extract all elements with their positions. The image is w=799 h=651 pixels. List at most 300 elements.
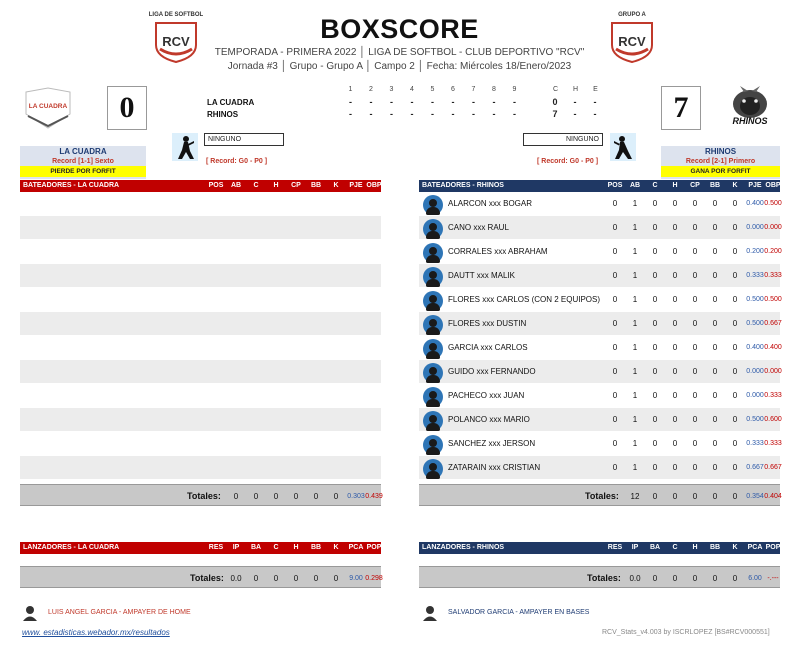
inning-number: 7 — [471, 86, 476, 93]
table-row — [20, 192, 381, 216]
table-row[interactable] — [419, 432, 780, 456]
table-row — [20, 288, 381, 312]
totals-label: Totales: — [587, 573, 621, 583]
inning-score: - — [513, 109, 516, 119]
player-avatar-icon — [423, 315, 443, 335]
total-cell: 0 — [692, 574, 698, 583]
linescore-team-home: LA CUADRA — [207, 98, 255, 107]
stat-cell: 0 — [672, 439, 678, 448]
pitching-column-header: IP — [631, 544, 639, 551]
total-obp-cell: 0.298 — [365, 575, 383, 582]
pitching-column-header: PCA — [348, 544, 364, 551]
batting-column-header: POS — [607, 182, 623, 189]
pje-cell: 0.000 — [746, 392, 764, 399]
player-avatar-icon — [423, 339, 443, 359]
rhe-value: 7 — [552, 109, 558, 119]
batting-column-header: PJE — [349, 182, 363, 189]
stat-cell: 0 — [652, 367, 658, 376]
inning-score: - — [513, 97, 516, 107]
away-batting-totals — [419, 484, 780, 506]
home-result-badge: PIERDE POR FORFIT — [20, 166, 146, 177]
stat-cell: 0 — [712, 415, 718, 424]
table-row — [20, 384, 381, 408]
batting-column-header: OBP — [765, 182, 781, 189]
stat-cell: 0 — [612, 319, 618, 328]
stat-cell: 1 — [632, 199, 638, 208]
away-pitcher-record: [ Record: G0 - P0 ] — [537, 158, 599, 165]
stat-cell: 0 — [612, 439, 618, 448]
umpire-icon — [422, 605, 438, 621]
player-name: FLORES xxx CARLOS (CON 2 EQUIPOS) — [448, 295, 601, 304]
table-row — [20, 240, 381, 264]
total-cell: 0 — [652, 574, 658, 583]
away-batting-rows — [419, 192, 780, 480]
total-cell: 0 — [253, 574, 259, 583]
batting-column-header: AB — [629, 182, 641, 189]
inning-number: 3 — [389, 86, 394, 93]
stat-cell: 0 — [612, 343, 618, 352]
batting-column-header: CP — [291, 182, 301, 189]
inning-score: - — [390, 109, 393, 119]
inning-number: 8 — [492, 86, 496, 93]
stat-cell: 0 — [732, 295, 738, 304]
umpire-icon — [22, 605, 38, 621]
stat-cell: 1 — [632, 223, 638, 232]
stat-cell: 0 — [652, 415, 658, 424]
stat-cell: 0 — [692, 367, 698, 376]
home-team-record: Record [1-1] Sexto — [52, 158, 114, 165]
rhe-value: - — [573, 97, 577, 107]
stat-cell: 0 — [692, 439, 698, 448]
stat-cell: 0 — [712, 343, 718, 352]
obp-cell: 0.500 — [764, 296, 782, 303]
league-logo-caption: LIGA DE SOFTBOL — [148, 12, 204, 18]
player-name: GARCIA xxx CARLOS — [448, 343, 528, 352]
stat-cell: 0 — [712, 295, 718, 304]
page-title: BOXSCORE — [320, 14, 479, 44]
total-cell: 0 — [273, 492, 279, 501]
player-avatar-icon — [423, 435, 443, 455]
stat-cell: 1 — [632, 319, 638, 328]
table-row — [20, 336, 381, 360]
inning-score: - — [410, 109, 414, 119]
pitching-column-header: BB — [709, 544, 721, 551]
home-batting-table — [20, 180, 381, 506]
total-cell: 0 — [293, 492, 299, 501]
stat-cell: 0 — [652, 271, 658, 280]
pje-cell: 0.200 — [746, 248, 764, 255]
stat-cell: 0 — [672, 319, 678, 328]
pitching-column-header: PCA — [747, 544, 763, 551]
player-name: FLORES xxx DUSTIN — [448, 319, 527, 328]
stat-cell: 0 — [732, 271, 738, 280]
batting-column-header: K — [732, 182, 738, 189]
totals-label: Totales: — [187, 491, 221, 501]
pje-cell: 0.667 — [746, 464, 764, 471]
inning-score: - — [472, 109, 475, 119]
base-umpire: SALVADOR GARCIA - AMPAYER EN BASES — [448, 609, 590, 616]
inning-score: - — [431, 109, 434, 119]
away-pitcher-field[interactable]: NINGUNO — [523, 133, 603, 146]
inning-score: - — [349, 109, 352, 119]
inning-number: 4 — [410, 86, 414, 93]
stat-cell: 1 — [632, 439, 638, 448]
stat-cell: 0 — [712, 271, 718, 280]
batting-column-header: C — [652, 182, 658, 189]
stat-cell: 0 — [712, 223, 718, 232]
stat-cell: 0 — [732, 223, 738, 232]
home-pitching-totals — [20, 566, 381, 588]
away-pitching-table — [419, 542, 780, 588]
stat-cell: 0 — [732, 199, 738, 208]
stat-cell: 0 — [732, 415, 738, 424]
total-cell: 12 — [630, 492, 640, 501]
player-avatar-icon — [423, 291, 443, 311]
batting-column-header: POS — [208, 182, 224, 189]
stat-cell: 0 — [712, 439, 718, 448]
away-team-logo — [722, 86, 778, 130]
stat-cell: 0 — [672, 247, 678, 256]
stat-cell: 0 — [652, 295, 658, 304]
stat-cell: 0 — [612, 415, 618, 424]
pitcher-icon — [172, 133, 198, 161]
total-cell: 0 — [712, 492, 718, 501]
inning-score: - — [492, 97, 496, 107]
stat-cell: 0 — [672, 271, 678, 280]
stat-cell: 0 — [712, 367, 718, 376]
stat-cell: 0 — [692, 319, 698, 328]
total-cell: 0 — [253, 492, 259, 501]
stat-cell: 1 — [632, 463, 638, 472]
player-avatar-icon — [423, 195, 443, 215]
pje-cell: 0.500 — [746, 296, 764, 303]
table-row[interactable] — [419, 264, 780, 288]
stat-cell: 0 — [672, 463, 678, 472]
away-score: 7 — [661, 86, 701, 130]
pje-cell: 0.500 — [746, 416, 764, 423]
batting-column-header: OBP — [366, 182, 382, 189]
pje-cell: 0.400 — [746, 344, 764, 351]
table-row[interactable] — [419, 216, 780, 240]
player-name: ALARCON xxx BOGAR — [448, 199, 533, 208]
inning-number: 2 — [369, 86, 373, 93]
pitching-column-header: BA — [649, 544, 661, 551]
table-row[interactable] — [419, 360, 780, 384]
inning-score: - — [390, 97, 393, 107]
stat-cell: 0 — [612, 199, 618, 208]
stat-cell: 0 — [612, 391, 618, 400]
table-row — [20, 264, 381, 288]
total-cell: 0.0 — [629, 574, 641, 583]
table-row[interactable] — [419, 192, 780, 216]
obp-cell: 0.333 — [764, 392, 782, 399]
home-pitcher-record: [ Record: G0 - P0 ] — [206, 158, 268, 165]
total-avg-cell: 9.00 — [349, 575, 363, 582]
away-team-name: RHINOS — [704, 147, 737, 156]
player-name: CORRALES xxx ABRAHAM — [448, 247, 548, 256]
stat-cell: 0 — [692, 343, 698, 352]
total-cell: 0 — [692, 492, 698, 501]
player-avatar-icon — [423, 243, 443, 263]
pitching-column-header: POP — [765, 544, 781, 551]
pje-cell: 0.333 — [746, 440, 764, 447]
stat-cell: 0 — [712, 391, 718, 400]
table-row[interactable] — [419, 384, 780, 408]
table-row — [20, 456, 381, 480]
stat-cell: 0 — [692, 271, 698, 280]
inning-number: 5 — [430, 86, 435, 93]
pitching-column-header: H — [293, 544, 299, 551]
stat-cell: 0 — [612, 271, 618, 280]
total-cell: 0 — [333, 492, 339, 501]
home-batting-header — [20, 180, 381, 192]
pitching-column-header: BA — [250, 544, 262, 551]
stat-cell: 0 — [652, 319, 658, 328]
inning-score: - — [349, 97, 352, 107]
away-batting-title: BATEADORES - RHINOS — [422, 182, 504, 189]
stat-cell: 0 — [672, 343, 678, 352]
table-row — [20, 360, 381, 384]
stat-cell: 0 — [732, 367, 738, 376]
stat-cell: 1 — [632, 391, 638, 400]
total-obp-cell: 0.404 — [764, 493, 782, 500]
player-avatar-icon — [423, 459, 443, 479]
pitching-column-header: RES — [208, 544, 224, 551]
pje-cell: 0.000 — [746, 368, 764, 375]
batting-column-header: H — [273, 182, 279, 189]
stat-cell: 1 — [632, 367, 638, 376]
inning-number: 6 — [451, 86, 455, 93]
stat-cell: 0 — [732, 247, 738, 256]
obp-cell: 0.600 — [764, 416, 782, 423]
stat-cell: 0 — [612, 295, 618, 304]
pitcher-icon — [610, 133, 636, 161]
stat-cell: 0 — [692, 295, 698, 304]
table-row[interactable] — [419, 456, 780, 480]
obp-cell: 0.500 — [764, 200, 782, 207]
total-avg-cell: 0.354 — [746, 493, 764, 500]
batting-column-header: BB — [709, 182, 721, 189]
total-cell: 0 — [652, 492, 658, 501]
stat-cell: 0 — [672, 415, 678, 424]
away-team-panel — [661, 146, 780, 179]
total-cell: 0 — [732, 574, 738, 583]
stat-cell: 1 — [632, 271, 638, 280]
total-cell: 0.0 — [230, 574, 242, 583]
rhino-icon — [722, 86, 778, 120]
inning-score: - — [369, 97, 373, 107]
total-avg-cell: 0.303 — [347, 493, 365, 500]
away-pitcher-avatar — [610, 133, 636, 161]
stat-cell: 0 — [652, 463, 658, 472]
season-line: TEMPORADA - PRIMERA 2022 │ LIGA DE SOFTBOL - CLUB DEPORTIVO "RCV" — [214, 47, 585, 58]
stat-cell: 0 — [732, 343, 738, 352]
group-logo-text: RCV — [618, 34, 646, 49]
batting-column-header: C — [253, 182, 259, 189]
pitching-column-header: C — [273, 544, 279, 551]
home-logo-text: LA CUADRA — [28, 103, 68, 110]
table-row[interactable] — [419, 336, 780, 360]
table-row — [20, 216, 381, 240]
stat-cell: 0 — [612, 223, 618, 232]
stat-cell: 0 — [712, 463, 718, 472]
home-batting-totals — [20, 484, 381, 506]
results-link[interactable]: www. estadisticas.webador.mx/resultados — [22, 628, 170, 637]
pitching-column-header: K — [333, 544, 339, 551]
pitching-column-header: RES — [607, 544, 623, 551]
linescore — [205, 84, 615, 124]
league-logo-text: RCV — [162, 34, 190, 49]
player-avatar-icon — [423, 267, 443, 287]
stat-cell: 0 — [612, 367, 618, 376]
total-cell: 0 — [333, 574, 339, 583]
table-row[interactable] — [419, 240, 780, 264]
home-batting-title: BATEADORES - LA CUADRA — [23, 182, 120, 189]
stat-cell: 1 — [632, 415, 638, 424]
total-cell: 0 — [313, 492, 319, 501]
player-name: CANO xxx RAUL — [448, 223, 509, 232]
totals-label: Totales: — [190, 573, 224, 583]
obp-cell: 0.200 — [764, 248, 782, 255]
batting-column-header: PJE — [748, 182, 762, 189]
stat-cell: 0 — [732, 439, 738, 448]
obp-cell: 0.000 — [764, 368, 782, 375]
inning-score: - — [451, 97, 455, 107]
stat-cell: 0 — [652, 247, 658, 256]
total-obp-cell: 0.439 — [365, 493, 383, 500]
away-team-record: Record [2-1] Primero — [685, 158, 756, 165]
stat-cell: 0 — [712, 247, 718, 256]
rhe-value: - — [593, 109, 597, 119]
table-row — [20, 408, 381, 432]
version-stamp: RCV_Stats_v4.003 by ISCRLOPEZ [BS#RCV000551] — [602, 629, 770, 636]
obp-cell: 0.667 — [764, 320, 782, 327]
obp-cell: 0.667 — [764, 464, 782, 471]
stat-cell: 0 — [672, 223, 678, 232]
table-row — [20, 432, 381, 456]
home-team-logo — [22, 86, 74, 130]
player-avatar-icon — [423, 387, 443, 407]
home-pitcher-field[interactable]: NINGUNO — [204, 133, 284, 146]
batting-column-header: K — [333, 182, 339, 189]
batting-column-header: BB — [310, 182, 322, 189]
obp-cell: 0.400 — [764, 344, 782, 351]
away-batting-header — [419, 180, 780, 192]
away-result-badge: GANA POR FORFIT — [661, 166, 780, 177]
stat-cell: 0 — [672, 391, 678, 400]
player-avatar-icon — [423, 219, 443, 239]
stat-cell: 0 — [672, 367, 678, 376]
player-name: DAUTT xxx MALIK — [448, 271, 515, 280]
pje-cell: 0.333 — [746, 272, 764, 279]
pje-cell: 0.500 — [746, 320, 764, 327]
stat-cell: 1 — [632, 343, 638, 352]
total-cell: 0 — [233, 492, 239, 501]
stat-cell: 0 — [692, 463, 698, 472]
stat-cell: 0 — [652, 391, 658, 400]
totals-label: Totales: — [585, 491, 619, 501]
away-pitching-totals — [419, 566, 780, 588]
stat-cell: 0 — [612, 463, 618, 472]
home-team-name: LA CUADRA — [59, 147, 107, 156]
total-avg-cell: 6.00 — [748, 575, 762, 582]
rhe-label: E — [593, 86, 598, 93]
total-cell: 0 — [313, 574, 319, 583]
stat-cell: 0 — [692, 223, 698, 232]
stat-cell: 1 — [632, 295, 638, 304]
home-pitcher-avatar — [172, 133, 198, 161]
stat-cell: 0 — [612, 247, 618, 256]
total-cell: 0 — [273, 574, 279, 583]
obp-cell: 0.000 — [764, 224, 782, 231]
stat-cell: 0 — [692, 199, 698, 208]
player-avatar-icon — [423, 411, 443, 431]
stat-cell: 0 — [652, 199, 658, 208]
inning-number: 1 — [348, 86, 353, 93]
table-row[interactable] — [419, 312, 780, 336]
stat-cell: 0 — [652, 343, 658, 352]
player-name: SANCHEZ xxx JERSON — [448, 439, 536, 448]
stat-cell: 0 — [692, 415, 698, 424]
away-batting-table — [419, 180, 780, 506]
linescore-team-away: RHINOS — [207, 110, 239, 119]
pitching-column-header: BB — [310, 544, 322, 551]
inning-number: 9 — [512, 86, 517, 93]
batting-column-header: H — [672, 182, 678, 189]
total-cell: 0 — [732, 492, 738, 501]
home-pitching-table — [20, 542, 381, 588]
table-row[interactable] — [419, 288, 780, 312]
inning-score: - — [492, 109, 496, 119]
stat-cell: 0 — [712, 319, 718, 328]
total-obp-cell: -.--- — [767, 575, 779, 582]
home-umpire: LUIS ANGEL GARCIA - AMPAYER DE HOME — [48, 609, 191, 616]
pitching-column-header: H — [692, 544, 698, 551]
stat-cell: 1 — [632, 247, 638, 256]
obp-cell: 0.333 — [764, 440, 782, 447]
pitching-column-header: C — [672, 544, 678, 551]
player-name: GUIDO xxx FERNANDO — [448, 367, 536, 376]
table-row — [20, 312, 381, 336]
stat-cell: 0 — [672, 199, 678, 208]
stat-cell: 0 — [652, 439, 658, 448]
rhe-label: H — [572, 86, 579, 93]
away-pitching-header — [419, 542, 780, 554]
table-row[interactable] — [419, 408, 780, 432]
stat-cell: 0 — [692, 391, 698, 400]
stat-cell: 0 — [732, 391, 738, 400]
batting-column-header: CP — [690, 182, 700, 189]
batting-column-header: AB — [230, 182, 242, 189]
group-logo-caption: GRUPO A — [618, 12, 646, 18]
pitching-column-header: K — [732, 544, 738, 551]
player-name: ZATARAIN xxx CRISTIAN — [448, 463, 541, 472]
home-score: 0 — [107, 86, 147, 130]
player-name: PACHECO xxx JUAN — [448, 391, 525, 400]
game-info-line: Jornada #3 │ Grupo - Grupo A │ Campo 2 │ Fecha: Miércoles 18/Enero/2023 — [227, 61, 572, 72]
pje-cell: 0.400 — [746, 200, 764, 207]
home-team-panel — [20, 146, 146, 179]
player-name: POLANCO xxx MARIO — [448, 415, 530, 424]
rhe-value: - — [573, 109, 577, 119]
stat-cell: 0 — [732, 463, 738, 472]
inning-score: - — [472, 97, 475, 107]
away-logo-text: RHINOS — [732, 116, 768, 126]
inning-score: - — [451, 109, 455, 119]
stat-cell: 0 — [672, 295, 678, 304]
total-cell: 0 — [672, 574, 678, 583]
pitching-column-header: POP — [366, 544, 382, 551]
